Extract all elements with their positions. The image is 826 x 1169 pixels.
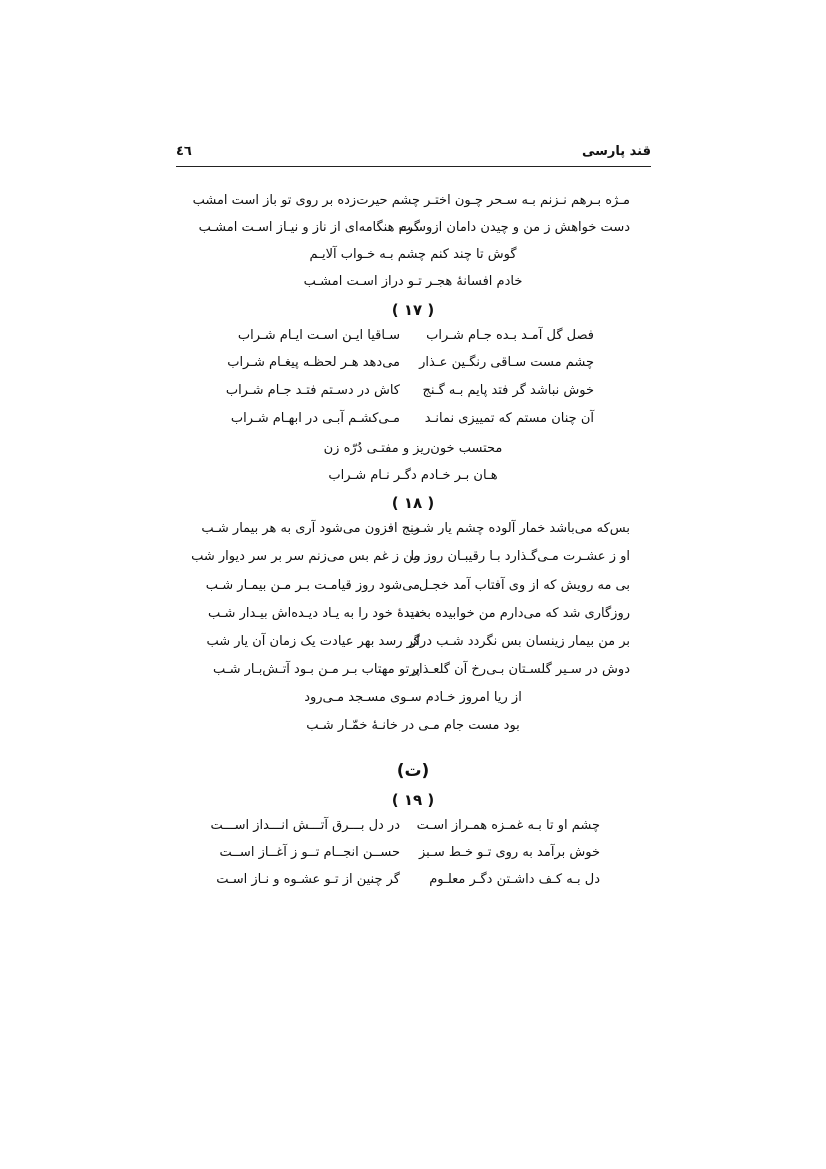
verse-second: می‌شود روز قیامـت بـر مـن بیمـار شـب: [205, 578, 420, 593]
verse-first: دست خواهش ز من و چیدن دامان ازوسـت: [398, 220, 630, 235]
running-title: قند پارسی: [581, 144, 651, 159]
verse-first: دوش در سـیر گلسـتان بـی‌رخ آن گلعـذار: [412, 662, 630, 677]
verse-second: کاش در دسـتم فتـد جـام شـراب: [225, 383, 400, 398]
verse-second: می‌دهد هـر لحظـه پیغـام شـراب: [227, 355, 400, 370]
closing-verse: خادم افسانهٔ هجـر تـو دراز اسـت امشـب: [303, 274, 523, 289]
verse-first: خوش برآمد به روی تـو خـط سـبز: [418, 845, 600, 860]
verse-second: من ز غم بس می‌زنم سر بر سر دیوار شب: [191, 549, 420, 564]
verse-second: دیدهٔ خود را به یـاد دیـده‌اش بیـدار شـب: [207, 606, 420, 621]
verse-second: در دل بـــرق آتـــش انـــداز اســـت: [210, 818, 400, 833]
header-rule: [176, 166, 651, 167]
verse-second: چشم حیرت‌زده بر روی تو باز است امشب: [192, 193, 420, 208]
closing-verse: گوش تا چند کنم چشم بـه خـواب آلایـم: [309, 247, 517, 262]
verse-second: گر رسد بهر عیادت یک زمان آن یار شب: [206, 634, 420, 649]
closing-verse: محتسب خون‌ریز و مفتـی دُرّه زن: [323, 441, 503, 456]
verse-first: مـژه بـرهم نـزنم بـه سـحر چـون اختـر: [424, 193, 630, 208]
closing-verse: بود مست جام مـی در خانـهٔ خمّـار شـب: [306, 718, 520, 733]
verse-second: پرتو مهتاب بـر مـن بـود آتـش‌بـار شـب: [213, 662, 420, 677]
verse-first: بس‌که می‌باشد خمار آلوده چشم یار شـب: [406, 521, 630, 536]
verse-first: آن چنان مستم که تمییزی نمانـد: [424, 411, 594, 426]
verse-first: چشم او تا بـه غمـزه همـراز اسـت: [416, 818, 600, 833]
verse-first: چشم مست سـاقی رنگـین عـذار: [419, 355, 594, 370]
page-header: [176, 140, 651, 166]
verse-first: بر من بیمار زینسان بس نگردد شـب دراز: [410, 634, 630, 649]
verse-second: گر چنین از تـو عشـوه و نـاز اسـت: [216, 872, 400, 887]
verse-second: گرم هنگامه‌ای از ناز و نیـاز اسـت امشـب: [198, 220, 420, 235]
ghazal-number: ( ١٨ ): [391, 494, 435, 512]
verse-second: رنج افزون می‌شود آری به هر بیمار شـب: [201, 521, 420, 536]
verse-first: دل بـه کـف داشـتن دگـر معلـوم: [429, 872, 600, 887]
verse-first: او ز عشـرت مـی‌گـذارد بـا رقیبـان روز را: [410, 549, 630, 564]
verse-first: خوش نباشد گر فتد پایم بـه گـنج: [422, 383, 594, 398]
ghazal-number: ( ١٩ ): [391, 791, 435, 809]
verse-first: بی مه رویش که از وی آفتاب آمد خجـل: [418, 578, 630, 593]
verse-second: مـی‌کشـم آبـی در ابهـام شـراب: [230, 411, 400, 426]
verse-first: روزگاری شد که می‌دارم من خوابیده بخت: [406, 606, 630, 621]
section-letter: (ت): [396, 761, 430, 781]
verse-second: سـاقیا ایـن اسـت ایـام شـراب: [237, 328, 400, 343]
page-number: ٤٦: [176, 144, 192, 159]
verse-second: حســن انجــام تــو ز آغــاز اســت: [219, 845, 400, 860]
verse-first: فصل گل آمـد بـده جـام شـراب: [426, 328, 594, 343]
closing-verse: از ریا امروز خـادم سـوی مسـجد مـی‌رود: [304, 690, 522, 705]
closing-verse: هـان بـر خـادم دگـر نـام شـراب: [328, 468, 498, 483]
ghazal-number: ( ١٧ ): [391, 301, 435, 319]
